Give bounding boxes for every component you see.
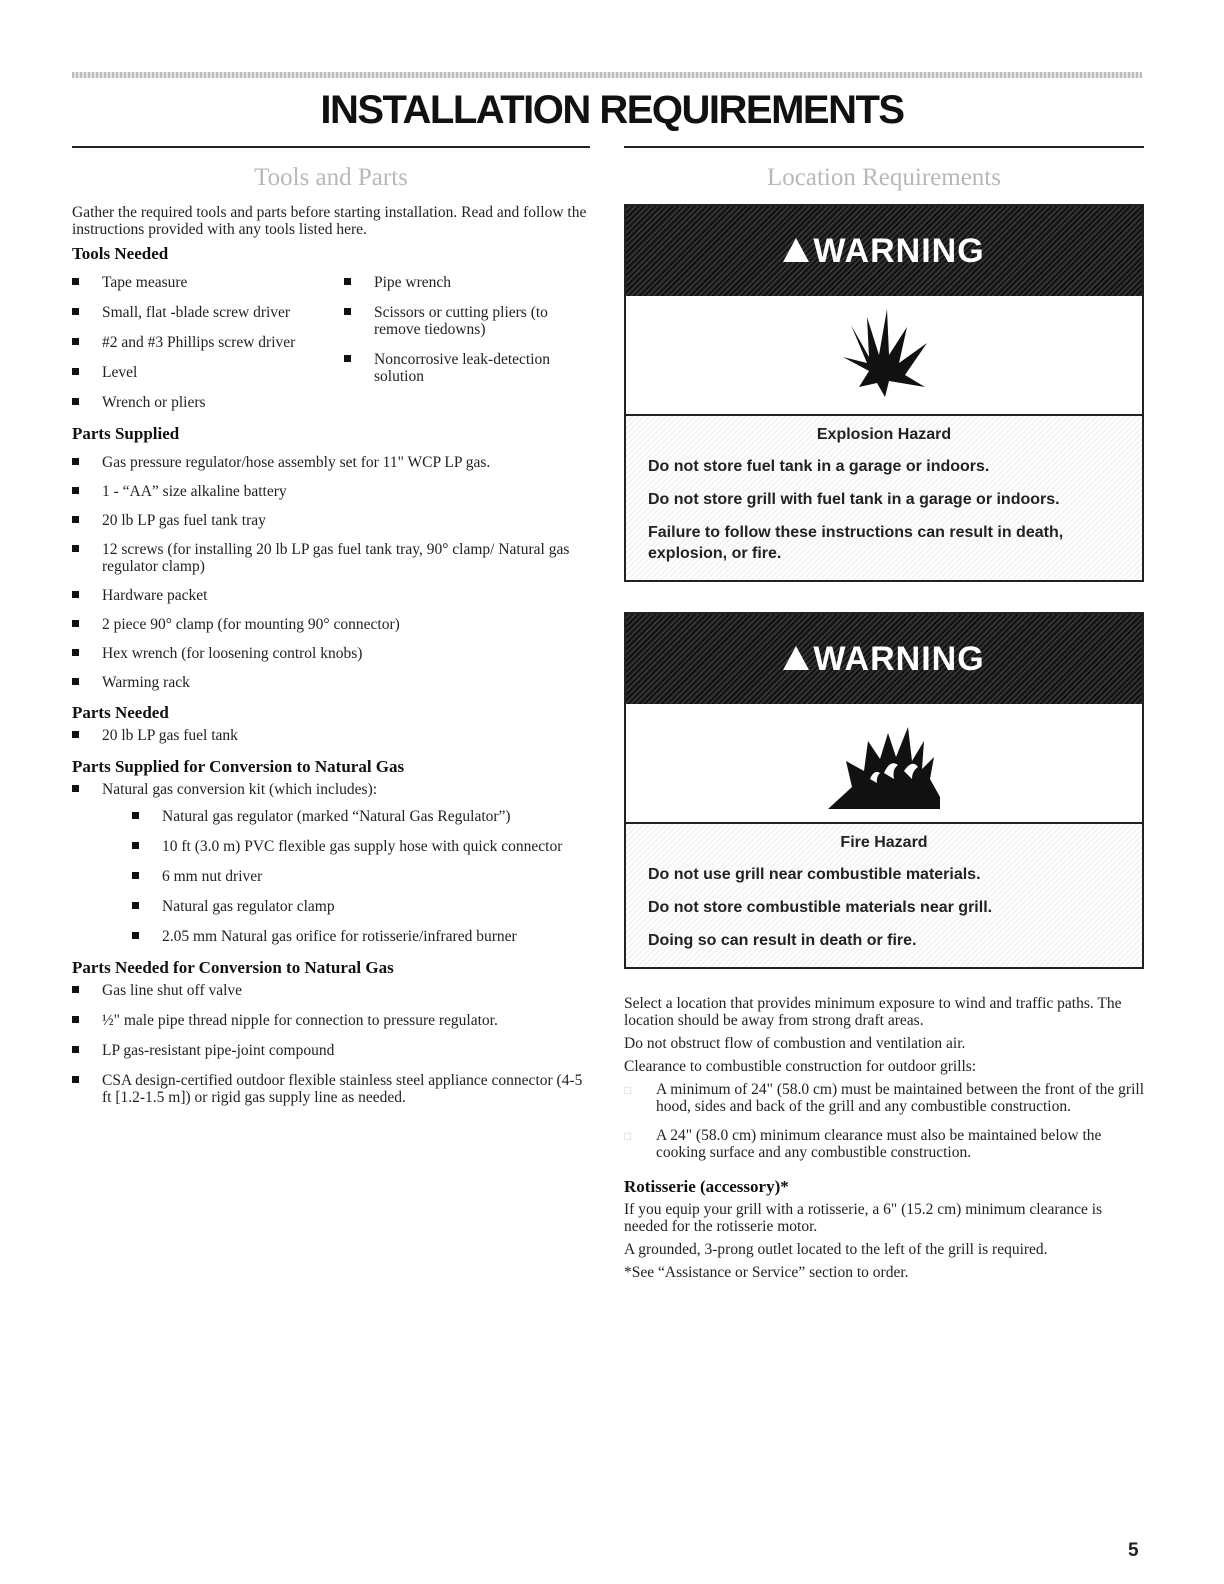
page-number: 5: [1128, 1540, 1139, 1561]
explosion-warning-box: [624, 204, 1144, 582]
list-item: □ A minimum of 24" (58.0 cm) must be maintained between the front of the grill hood, sides and back of the grill and any combustible construction.: [624, 1081, 1145, 1115]
section-title-tools-and-parts: Tools and Parts: [254, 164, 408, 191]
list-item: 2.05 mm Natural gas orifice for rotisserie/infrared burner: [132, 928, 590, 945]
list-item: 2 piece 90° clamp (for mounting 90° connector): [72, 616, 590, 633]
list-item: 20 lb LP gas fuel tank tray: [72, 512, 590, 529]
warning-text: [626, 416, 1142, 580]
header-bar: [72, 72, 1142, 78]
list-item: Natural gas regulator (marked “Natural Gas Regulator”): [132, 808, 590, 825]
warning-line: Failure to follow these instructions can result in death, explosion, or fire.: [648, 524, 1064, 562]
tools-and-parts-column: [72, 146, 590, 1119]
list-item: Pipe wrench: [344, 274, 584, 291]
list-item: #2 and #3 Phillips screw driver: [72, 334, 344, 351]
hazard-title: Fire Hazard: [840, 834, 928, 851]
list-item: 10 ft (3.0 m) PVC flexible gas supply hose with quick connector: [132, 838, 590, 855]
list-item: □ A 24" (58.0 cm) minimum clearance must also be maintained below the cooking surface and any combustible construction.: [624, 1127, 1102, 1161]
conversion-needed-list: [72, 982, 590, 1106]
fire-icon: [626, 704, 1142, 824]
parts-supplied-list: [72, 454, 590, 691]
list-item: Warming rack: [72, 674, 590, 691]
divider: [624, 146, 1144, 148]
warning-line: Do not use grill near combustible materials.: [648, 866, 981, 883]
list-item: 20 lb LP gas fuel tank: [72, 727, 590, 744]
list-item: Scissors or cutting pliers (to remove tiedowns): [344, 304, 584, 338]
parts-needed-heading: Parts Needed: [72, 703, 169, 722]
explosion-icon: [626, 296, 1142, 416]
tools-needed-heading: Tools Needed: [72, 244, 169, 263]
page-title: INSTALLATION REQUIREMENTS: [320, 88, 904, 132]
list-item: Hex wrench (for loosening control knobs): [72, 645, 590, 662]
tools-needed-list: [72, 274, 590, 424]
warning-line: Do not store combustible materials near grill.: [648, 899, 993, 916]
warning-header: WARNING: [626, 614, 1142, 704]
rotisserie-heading: Rotisserie (accessory)*: [624, 1177, 789, 1196]
list-item: Level: [72, 364, 344, 381]
location-requirements-column: [624, 146, 1144, 1287]
parts-needed-list: [72, 727, 590, 744]
list-item: Natural gas conversion kit (which includes): Natural gas regulator (marked “Natural Gas Regulator”) 10 ft (3.0 m) PVC flexible gas supply hose with quick connector 6 mm nut driver Natural gas regulator clamp 2.05 mm Natural gas orifice for rotisserie/infrared burner: [72, 781, 590, 945]
location-paragraph: Do not obstruct flow of combustion and ventilation air.: [624, 1035, 966, 1052]
list-item: Wrench or pliers: [72, 394, 344, 411]
warning-line: Do not store fuel tank in a garage or indoors.: [648, 458, 990, 475]
warning-line: Doing so can result in death or fire.: [648, 932, 917, 949]
conversion-needed-heading: Parts Needed for Conversion to Natural Gas: [72, 958, 394, 977]
list-item: Noncorrosive leak-detection solution: [344, 351, 584, 385]
list-item: Hardware packet: [72, 587, 590, 604]
hazard-title: Explosion Hazard: [816, 426, 952, 443]
list-item: Gas pressure regulator/hose assembly set for 11" WCP LP gas.: [72, 454, 590, 471]
section-title-location-requirements: Location Requirements: [767, 164, 1001, 191]
list-item: 6 mm nut driver: [132, 868, 590, 885]
rotisserie-paragraph: A grounded, 3-prong outlet located to the left of the grill is required.: [624, 1241, 1048, 1258]
list-item: Natural gas regulator clamp: [132, 898, 590, 915]
list-item: LP gas-resistant pipe-joint compound: [72, 1042, 590, 1059]
list-item: Small, flat -blade screw driver: [72, 304, 344, 321]
location-paragraph: Select a location that provides minimum exposure to wind and traffic paths. The location should be away from strong draft areas.: [624, 995, 1122, 1029]
warning-line: Do not store grill with fuel tank in a garage or indoors.: [648, 491, 1060, 508]
conversion-kit-sublist: [132, 808, 590, 945]
list-item: ½" male pipe thread nipple for connection to pressure regulator.: [72, 1012, 590, 1029]
list-item: 1 - “AA” size alkaline battery: [72, 483, 590, 500]
conversion-supplied-heading: Parts Supplied for Conversion to Natural Gas: [72, 757, 405, 776]
clearance-list: [624, 1081, 1144, 1161]
list-item: Tape measure: [72, 274, 344, 291]
parts-supplied-heading: Parts Supplied: [72, 424, 180, 443]
warning-text: [626, 824, 1142, 967]
conversion-supplied-list: [72, 781, 590, 945]
list-item: 12 screws (for installing 20 lb LP gas fuel tank tray, 90° clamp/ Natural gas regulator clamp): [72, 541, 590, 575]
warning-triangle-icon: [783, 646, 809, 670]
divider: [72, 146, 590, 148]
warning-header: WARNING: [626, 206, 1142, 296]
location-paragraph: Clearance to combustible construction for outdoor grills:: [624, 1058, 977, 1075]
intro-text: Gather the required tools and parts before starting installation. Read and follow the instructions provided with any tools listed here.: [72, 204, 587, 238]
list-item: Gas line shut off valve: [72, 982, 590, 999]
list-item: CSA design-certified outdoor flexible stainless steel appliance connector (4-5 ft [1.2-1.5 m]) or rigid gas supply line as needed.: [72, 1072, 590, 1106]
rotisserie-footnote: *See “Assistance or Service” section to order.: [624, 1264, 909, 1281]
rotisserie-paragraph: If you equip your grill with a rotisserie, a 6" (15.2 cm) minimum clearance is needed for the rotisserie motor.: [624, 1201, 1103, 1235]
warning-triangle-icon: [783, 238, 809, 262]
fire-warning-box: [624, 612, 1144, 969]
